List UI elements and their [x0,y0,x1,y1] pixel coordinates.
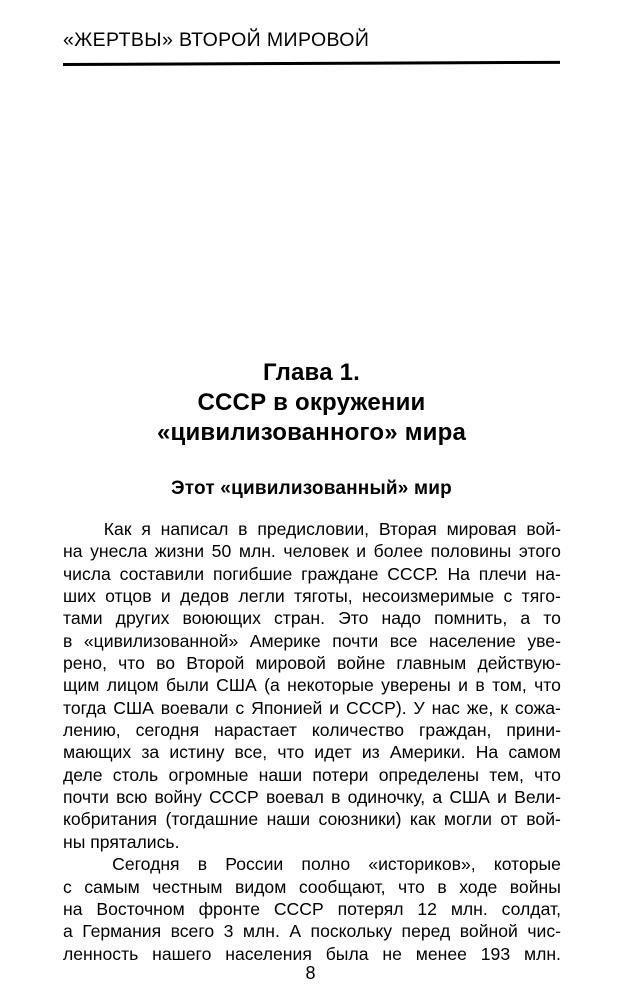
body-word: тяготы, [294,586,353,607]
body-word: млн. [450,898,488,919]
body-word: войну [154,787,202,808]
body-word: мировой [255,653,326,674]
body-word: СССР. [387,563,439,584]
chapter-heading-line-3: «цивилизованного» мира [156,419,467,446]
body-word: и [160,586,171,607]
body-word: одиночку, [347,787,426,808]
body-word: надо [381,608,422,629]
body-word: и [329,697,340,718]
body-word: идет [314,742,352,763]
body-word: истину [169,742,225,763]
body-line [63,674,561,696]
body-word: нарастает [214,720,297,741]
body-word: млн. [238,541,276,562]
body-word: тем, [489,764,524,785]
body-line [63,652,561,674]
body-word: самым [84,876,140,897]
body-word: уверены [381,675,451,696]
body-line [63,630,561,652]
body-word: отцов [105,586,152,607]
body-line [63,920,561,942]
body-word: что [277,742,305,763]
body-word: главным [396,653,467,674]
header-divider-rule [63,61,560,66]
body-word: человек [283,541,349,562]
chapter-heading-line-2: СССР в окружении [197,389,426,416]
body-word: помнить, [434,608,508,629]
body-text [63,518,561,965]
chapter-heading [63,358,560,448]
body-word: с [235,697,245,718]
body-word: за [141,742,160,763]
body-word: щим [63,675,100,696]
body-word: унесла [90,541,148,562]
body-word: а [432,787,443,808]
body-word: войны [509,876,561,897]
body-word: сегодня [135,720,200,741]
body-word: с [63,876,72,897]
body-word: не [382,943,402,964]
body-word: поскольку [310,921,393,942]
body-word: СССР [273,898,324,919]
body-word: ходе [459,876,498,897]
body-word: (тогдашние [165,809,259,830]
body-word: потери [312,764,369,785]
body-word: в [63,630,73,651]
body-word: СССР [208,787,259,808]
body-word: количество [311,720,405,741]
body-word: СССР). [346,697,407,718]
body-word: наши [258,764,303,785]
body-word: Как [103,519,132,539]
body-word: Вторая [378,519,437,539]
body-word: стран. [274,608,326,629]
body-word: в [197,854,208,875]
body-word: млн. [242,921,280,942]
body-word: в [475,675,485,696]
body-word: действую- [477,653,561,674]
body-line [63,898,561,920]
body-word: США [113,697,154,718]
body-word: Сегодня [112,854,180,875]
body-word: могли [443,809,492,830]
body-word: которые [493,854,561,875]
body-word: же, [466,697,494,718]
body-word: честным [152,876,223,897]
body-word: воевал [265,787,324,808]
body-word: что [534,764,561,785]
body-word: прини- [506,720,561,741]
body-word: Это [338,608,369,629]
body-word: «цивилизованной» [83,630,239,651]
body-word: огромные [168,764,249,785]
body-word: плечи [478,563,527,584]
body-word: нас [431,697,460,718]
body-word: На [447,563,470,584]
body-word: фронте [198,898,260,919]
body-line [63,808,561,830]
body-word: потерял [337,898,404,919]
body-word: полно [301,854,351,875]
body-word: числа [63,563,111,584]
body-word: рено, [63,653,107,674]
body-word: была [325,943,369,964]
body-word: сожа- [514,697,561,718]
body-line [63,563,561,585]
body-word: США [449,787,490,808]
body-word: что [398,876,425,897]
body-word: 12 [417,898,437,919]
body-word: все [389,630,418,651]
body-line [63,853,561,875]
body-word: на- [535,563,561,584]
body-word: из [361,742,380,763]
running-head-text: «ЖЕРТВЫ» ВТОРОЙ МИРОВОЙ [63,29,370,51]
body-word: США [216,675,257,696]
body-word: как [409,809,436,830]
body-word: жизни [154,541,205,562]
body-word: союзники) [318,809,402,830]
chapter-heading-line-1: Глава 1. [262,359,361,386]
body-word: лению, [63,720,121,741]
body-line [63,518,561,540]
body-word: все, [234,742,268,763]
page-number: 8 [305,963,316,983]
body-word: мающих [63,742,132,763]
body-word: с [503,586,513,607]
body-word: от [500,809,518,830]
body-line [63,764,561,786]
body-line [63,876,561,898]
body-line [63,585,561,607]
body-word: а [520,608,531,629]
body-word: других [115,608,170,629]
body-line [63,540,561,562]
body-word: граждан, [419,720,492,741]
body-word: Германия [82,921,162,942]
body-word: том, [492,675,527,696]
body-word: лицом [106,675,159,696]
body-word: написал [160,519,229,539]
body-word: уве- [527,630,561,651]
body-word: граждане [301,563,379,584]
body-word: (а [264,675,280,696]
body-word: всю [116,787,148,808]
body-word: «историков», [368,854,476,875]
body-word: а [63,921,73,942]
running-head [63,30,560,51]
body-line [63,697,561,719]
body-word: Америки. [389,742,466,763]
body-word: перед [401,921,451,942]
body-word: тогда [63,697,107,718]
body-word: ленность [63,943,139,964]
body-word: составили [119,563,205,584]
body-word: столь [112,764,159,785]
body-word: население [428,630,516,651]
body-word: были [165,675,209,696]
body-word: некоторые [287,675,374,696]
body-word: наши [266,809,311,830]
body-word: вой- [526,809,561,830]
body-word: нашего [152,943,212,964]
body-word: воевали [160,697,229,718]
body-word: что [118,653,145,674]
body-word: На [475,742,499,763]
body-word: войне [336,653,386,674]
body-word: этого [518,541,561,562]
body-word: половины [430,541,512,562]
body-word: и [356,541,367,562]
body-word: определены [378,764,480,785]
section-subtitle: Этот «цивилизованный» мир [171,478,452,499]
body-word: что [534,675,561,696]
body-word: и [497,787,507,808]
body-word: несоизмеримые [361,586,495,607]
body-word: на [63,541,83,562]
body-word: Второй [186,653,245,674]
body-word: во [156,653,176,674]
body-word: ших [63,586,96,607]
body-word: в [331,787,341,808]
body-word: тами [63,608,103,629]
body-word: Америке [249,630,321,651]
body-word: я [141,519,151,539]
body-word: видом [234,876,287,897]
body-word: воюющих [182,608,261,629]
body-word: Японией [251,697,323,718]
body-word: тяго- [521,586,561,607]
body-word: почти [63,787,109,808]
body-word: к [500,697,508,718]
body-word: войной [459,921,518,942]
body-word: солдат, [501,898,561,919]
body-line: ны прятались. [63,831,180,852]
body-word: в [238,519,248,539]
body-line [63,741,561,763]
body-word: 3 [223,921,234,942]
body-word: Восточном [96,898,185,919]
body-word: кобритания [63,809,158,830]
body-line [63,719,561,741]
body-word: А [289,921,302,942]
body-word: 193 [480,943,511,964]
body-word: в [437,876,447,897]
body-word: чис- [527,921,561,942]
body-word: легли [238,586,285,607]
body-line [63,786,561,808]
body-word: России [225,854,284,875]
body-word: вой- [526,519,561,539]
body-word: предисловии, [257,519,370,539]
body-word: всего [170,921,215,942]
body-word: 50 [211,541,232,562]
body-word: мировая [446,519,517,539]
body-word: почти [332,630,379,651]
body-word: деле [63,764,103,785]
body-word: У [413,697,425,718]
body-word: то [543,608,561,629]
body-word: менее [415,943,467,964]
body-line [63,607,561,629]
body-word: погибшие [212,563,293,584]
body-word: млн. [523,943,561,964]
body-word: более [373,541,423,562]
body-word: Вели- [514,787,561,808]
body-word: самом [508,742,561,763]
body-word: сообщают, [298,876,386,897]
body-word: дедов [180,586,230,607]
body-word: и [458,675,468,696]
body-word: населения [225,943,312,964]
body-word: на [63,898,83,919]
